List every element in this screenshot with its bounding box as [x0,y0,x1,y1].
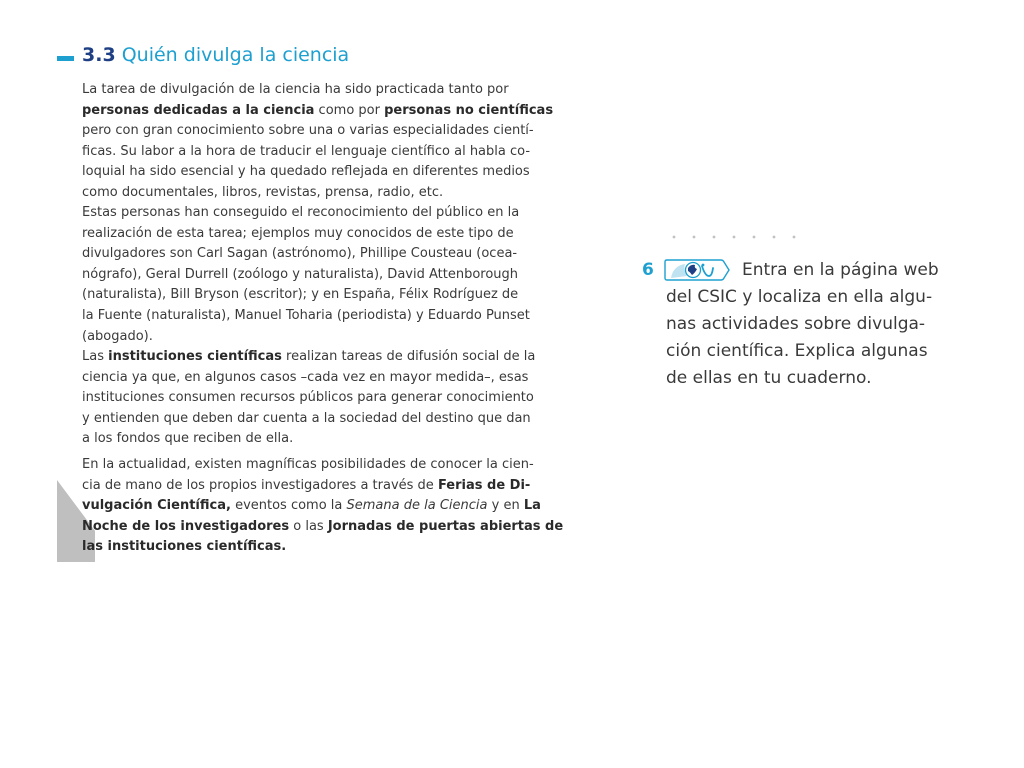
cropped-text-fragment [664,234,804,240]
paragraph-2 [82,203,530,347]
text-line: vulgación Científica, eventos como la Semana de la Ciencia y en La [82,498,541,514]
text-line: las instituciones científicas. [82,539,287,555]
activity-number: 6 [642,260,654,280]
text-line: En la actualidad, existen magníficas posibilidades de conocer la cien- [82,457,534,472]
text-line: y entienden que deben dar cuenta a la sociedad del destino que dan [82,410,531,426]
section-heading [82,44,349,66]
activity-text [666,257,939,392]
text-line: ciencia ya que, en algunos casos –cada vez en mayor medida–, esas [82,369,529,385]
text-line: del CSIC y localiza en ella algu- [666,287,933,307]
text-line: la Fuente (naturalista), Manuel Toharia (periodista) y Eduardo Punset [82,307,530,323]
text-line: de ellas en tu cuaderno. [666,368,872,388]
paragraph-1 [82,80,553,204]
text-line: a los fondos que reciben de ella. [82,431,294,447]
text-line: Entra en la página web [742,260,939,280]
section-number: 3.3 [82,44,116,66]
text-line: nas actividades sobre divulga- [666,314,926,334]
text-line: (abogado). [82,328,153,344]
section-title: Quién divulga la ciencia [121,44,350,66]
text-line: Noche de los investigadores o las Jornadas de puertas abiertas de [82,518,564,534]
text-line: La tarea de divulgación de la ciencia ha sido practicada tanto por [82,82,509,97]
text-line: instituciones consumen recursos públicos para generar conocimiento [82,390,534,406]
text-line: realización de esta tarea; ejemplos muy conocidos de este tipo de [82,225,514,241]
heading-marker [57,56,74,61]
text-line: como documentales, libros, revistas, prensa, radio, etc. [82,184,444,200]
paragraph-3 [82,347,535,450]
text-line: Estas personas han conseguido el reconocimiento del público en la [82,205,520,220]
text-line: nógrafo), Geral Durrell (zoólogo y naturalista), David Attenborough [82,266,519,282]
paragraph-4 [82,455,563,558]
text-line: ficas. Su labor a la hora de traducir el lenguaje científico al habla co- [82,143,531,159]
text-line: cia de mano de los propios investigadores a través de Ferias de Di- [82,477,531,493]
text-line: ción científica. Explica algunas [666,341,928,361]
text-line: divulgadores son Carl Sagan (astrónomo), Phillipe Cousteau (ocea- [82,246,518,262]
text-line: (naturalista), Bill Bryson (escritor); y en España, Félix Rodríguez de [82,287,519,303]
text-line: personas dedicadas a la ciencia como por personas no científicas [82,102,554,118]
text-line: loquial ha sido esencial y ha quedado reflejada en diferentes medios [82,164,530,180]
text-line: Las instituciones científicas realizan tareas de difusión social de la [82,349,536,364]
text-line: pero con gran conocimiento sobre una o varias especialidades cientí- [82,123,534,139]
